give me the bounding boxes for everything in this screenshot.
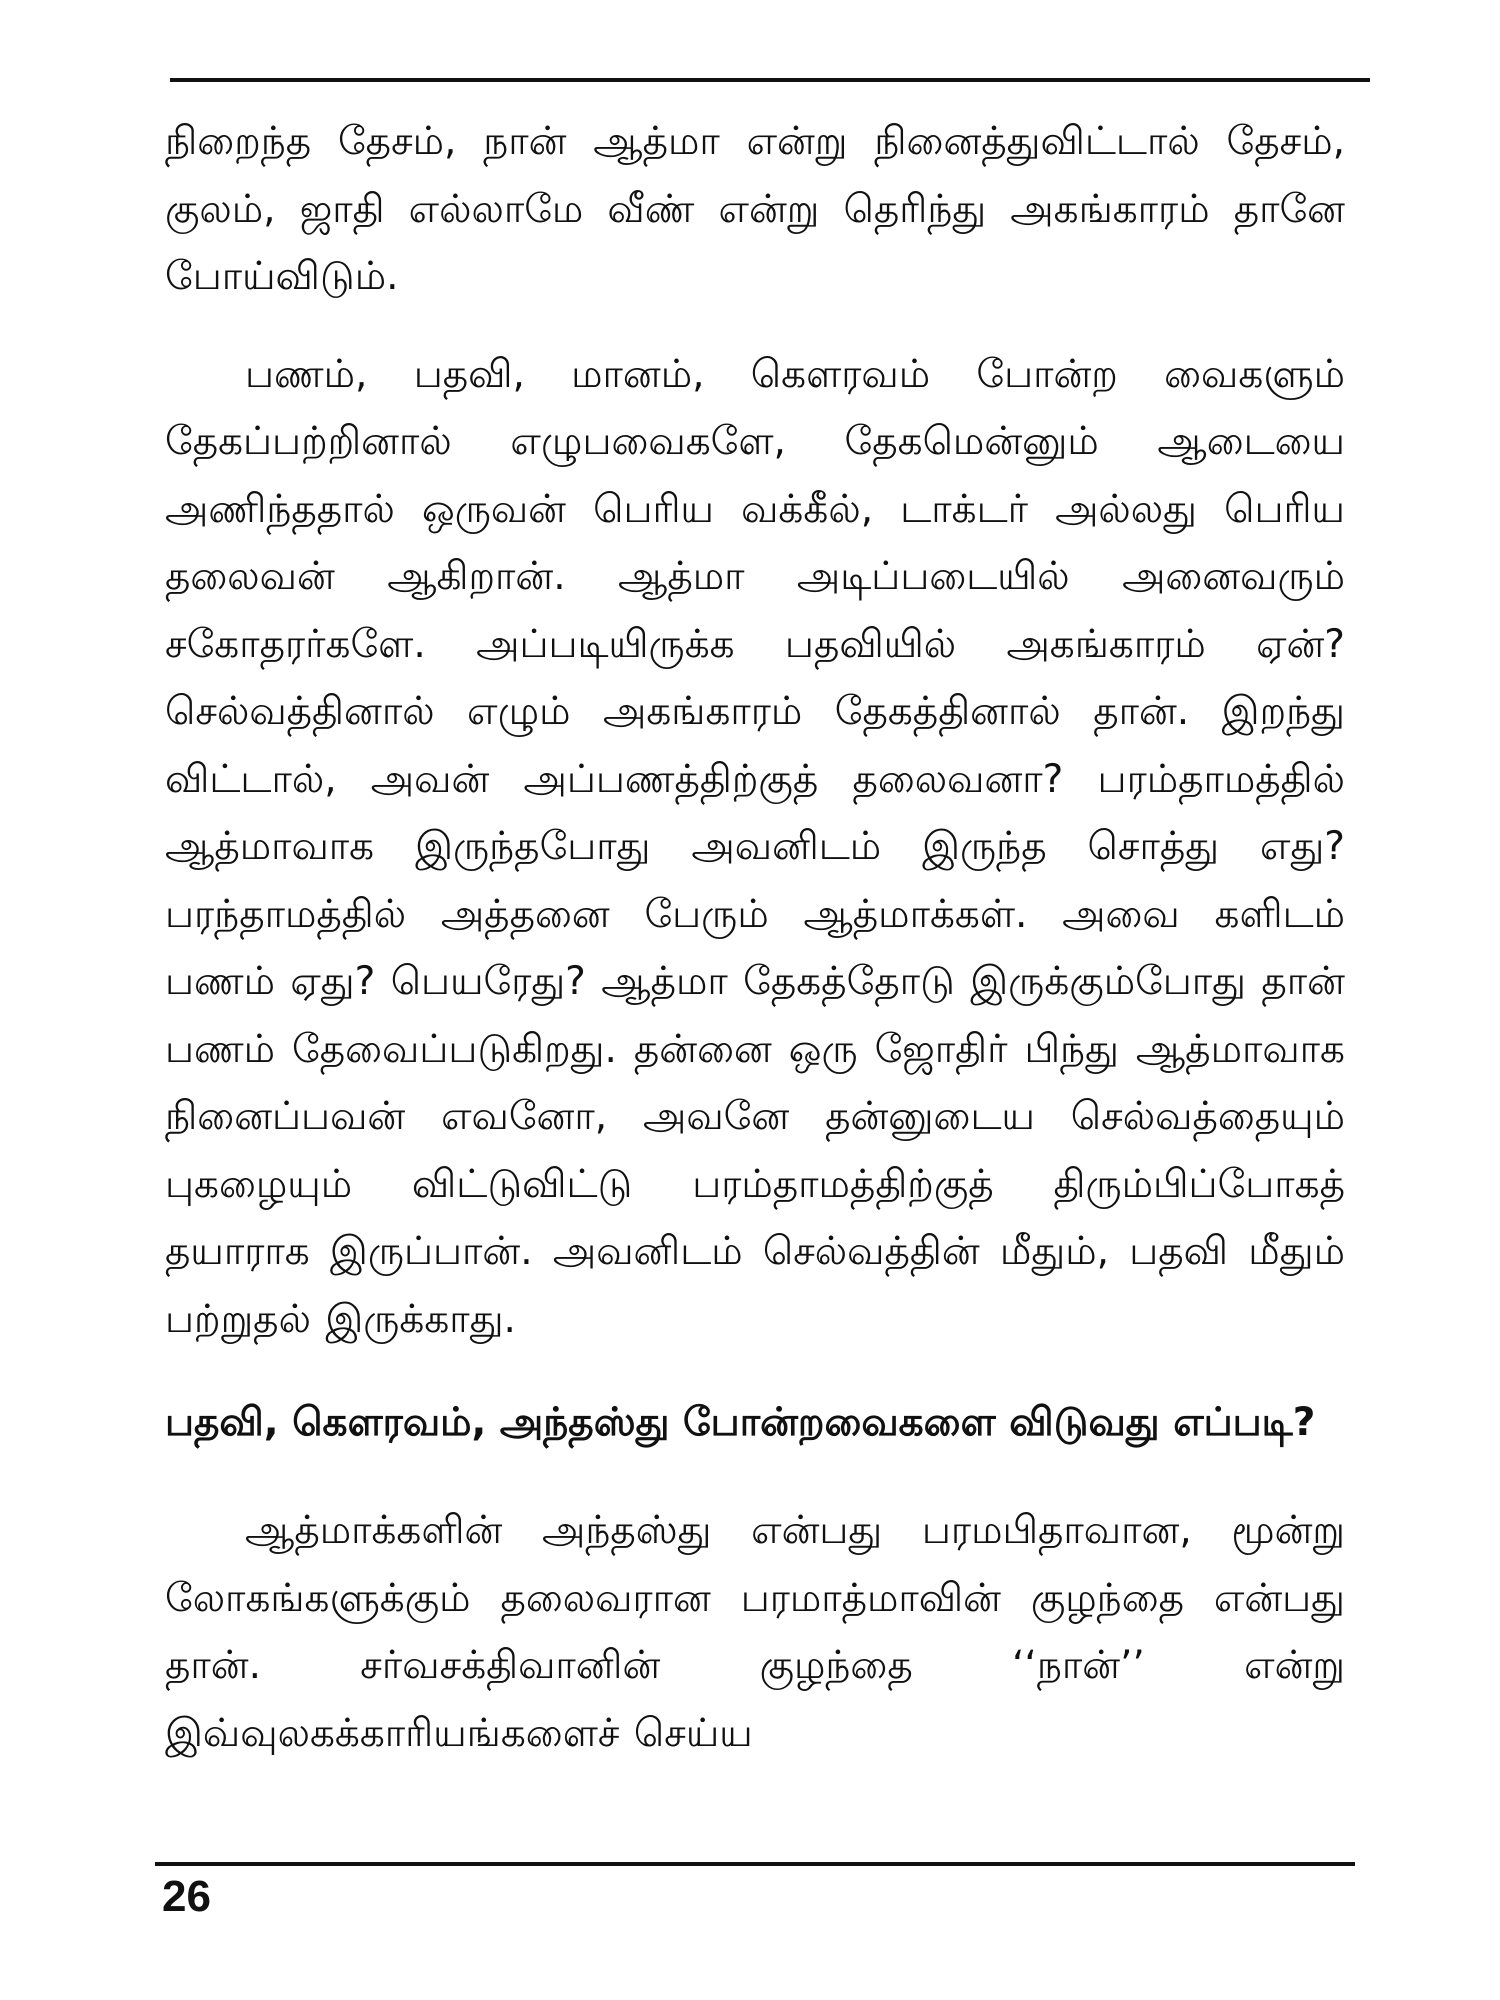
bottom-rule (155, 1862, 1355, 1866)
page-number: 26 (162, 1872, 211, 1921)
paragraph-continued: நிறைந்த தேசம், நான் ஆத்மா என்று நினைத்துவிட்டால் தேசம், குலம், ஜாதி எல்லாமே வீண் என்று தெரிந்து அகங்காரம் தானே போய்விடும். (165, 119, 1345, 299)
section-heading: பதவி, கௌரவம், அந்தஸ்து போன்றவைகளை விடுவது எப்படி? (165, 1400, 1316, 1445)
page-body (165, 108, 1345, 1767)
top-rule (170, 78, 1370, 82)
paragraph-wealth-position: பணம், பதவி, மானம், கௌரவம் போன்ற வைகளும் தேகப்பற்றினால் எழுபவைகளே, தேகமென்னும் ஆடையை அணிந்ததால் ஒருவன் பெரிய வக்கீல், டாக்டர் அல்லது பெரிய தலைவன் ஆகிறான். ஆத்மா அடிப்படையில் அனைவரும் சகோதரர்களே. அப்படியிருக்க பதவியில் அகங்காரம் ஏன்? செல்வத்தினால் எழும் அகங்காரம் தேகத்தினால் தான். இறந்து விட்டால், அவன் அப்பணத்திற்குத் தலைவனா? பரம்தாமத்தில் ஆத்மாவாக இருந்தபோது அவனிடம் இருந்த சொத்து எது? பரந்தாமத்தில் அத்தனை பேரும் ஆத்மாக்கள். அவை களிடம் பணம் ஏது? பெயரேது? ஆத்மா தேகத்தோடு இருக்கும்போது தான் பணம் தேவைப்படுகிறது. தன்னை ஒரு ஜோதிர் பிந்து ஆத்மாவாக நினைப்பவன் எவனோ, அவனே தன்னுடைய செல்வத்தையும் புகழையும் விட்டுவிட்டு பரம்தாமத்திற்குத் திரும்பிப்போகத் தயாராக இருப்பான். அவனிடம் செல்வத்தின் மீதும், பதவி மீதும் பற்றுதல் இருக்காது. (165, 351, 1345, 1342)
paragraph-soul-status: ஆத்மாக்களின் அந்தஸ்து என்பது பரமபிதாவான, மூன்று லோகங்களுக்கும் தலைவரான பரமாத்மாவின் குழந்தை என்பது தான். சர்வசக்திவானின் குழந்தை ‘‘நான்’’ என்று இவ்வுலகக்காரியங்களைச் செய்ய (165, 1508, 1345, 1756)
